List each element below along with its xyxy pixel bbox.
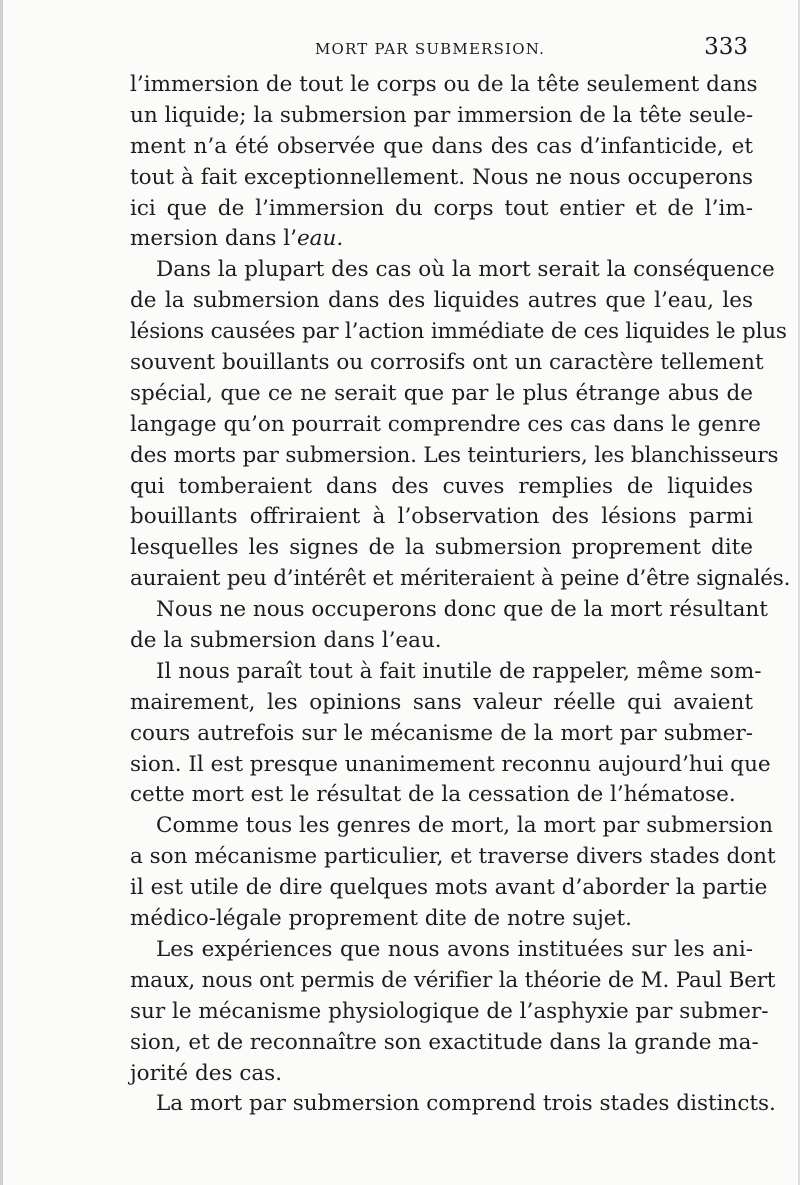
paragraph-first-line: Il nous paraît tout à fait inutile de rappeler, même som- — [156, 658, 762, 684]
italic-word: eau. — [296, 226, 344, 252]
text-line: auraient peu d’intérêt et mériteraient à peine d’être signalés. — [130, 566, 791, 592]
page-header — [130, 36, 750, 66]
paragraph-first-line: Comme tous les genres de mort, la mort par submersion — [156, 813, 773, 839]
text-line: ment n’a été observée que dans des cas d’infanticide, et — [130, 133, 753, 159]
text-line: sion, et de reconnaître son exactitude dans la grande ma- — [130, 1029, 759, 1055]
body-text — [130, 70, 791, 1120]
paragraph-first-line: Les expériences que nous avons instituées sur les ani- — [156, 936, 753, 962]
running-head: MORT PAR SUBMERSION. — [315, 40, 546, 58]
text-line: mersion dans l’eau. — [130, 226, 344, 252]
text-line: lesquelles les signes de la submersion proprement dite — [130, 535, 753, 561]
text-line: médico-légale proprement dite de notre sujet. — [130, 906, 632, 932]
text-line: jorité des cas. — [130, 1060, 283, 1086]
text-line: bouillants offriraient à l’observation des lésions parmi — [130, 504, 753, 530]
text-line: qui tomberaient dans des cuves remplies de liquides — [130, 473, 753, 499]
text-line: langage qu’on pourrait comprendre ces cas dans le genre — [130, 411, 761, 437]
text-line: un liquide; la submersion par immersion de la tête seule- — [130, 102, 754, 128]
text-line: l’immersion de tout le corps ou de la tête seulement dans — [130, 72, 758, 97]
text-line: il est utile de dire quelques mots avant d’aborder la partie — [130, 875, 768, 901]
paragraph-first-line: Dans la plupart des cas où la mort serait la conséquence — [156, 257, 775, 283]
text-line: a son mécanisme particulier, et traverse divers stades dont — [130, 844, 776, 870]
page-number: 333 — [704, 34, 748, 60]
text-line: tout à fait exceptionnellement. Nous ne nous occuperons — [130, 164, 753, 190]
text-line: des morts par submersion. Les teinturiers, les blanchisseurs — [130, 442, 779, 468]
text-line: lésions causées par l’action immédiate de ces liquides le plus — [130, 319, 787, 345]
text-line: spécial, que ce ne serait que par le plus étrange abus de — [130, 380, 753, 406]
text-line: maux, nous ont permis de vérifier la théorie de M. Paul Bert — [130, 967, 776, 993]
text-line: sion. Il est presque unanimement reconnu aujourd’hui que — [130, 751, 771, 777]
paragraph-first-line: Nous ne nous occuperons donc que de la mort résultant — [156, 597, 768, 623]
paragraph-first-line: La mort par submersion comprend trois stades distincts. — [156, 1091, 776, 1117]
text-line: de la submersion dans l’eau. — [130, 628, 442, 654]
text-line: de la submersion dans des liquides autres que l’eau, les — [130, 288, 753, 314]
text-line: cours autrefois sur le mécanisme de la mort par submer- — [130, 720, 753, 746]
text-line: sur le mécanisme physiologique de l’asphyxie par submer- — [130, 998, 769, 1024]
text-line: mairement, les opinions sans valeur réelle qui avaient — [130, 689, 753, 715]
text-line: souvent bouillants ou corrosifs ont un caractère tellement — [130, 350, 764, 376]
text-line: ici que de l’immersion du corps tout entier et de l’im- — [130, 195, 753, 221]
page-edge-left — [0, 0, 3, 1185]
text-line: cette mort est le résultat de la cessation de l’hématose. — [130, 782, 736, 808]
